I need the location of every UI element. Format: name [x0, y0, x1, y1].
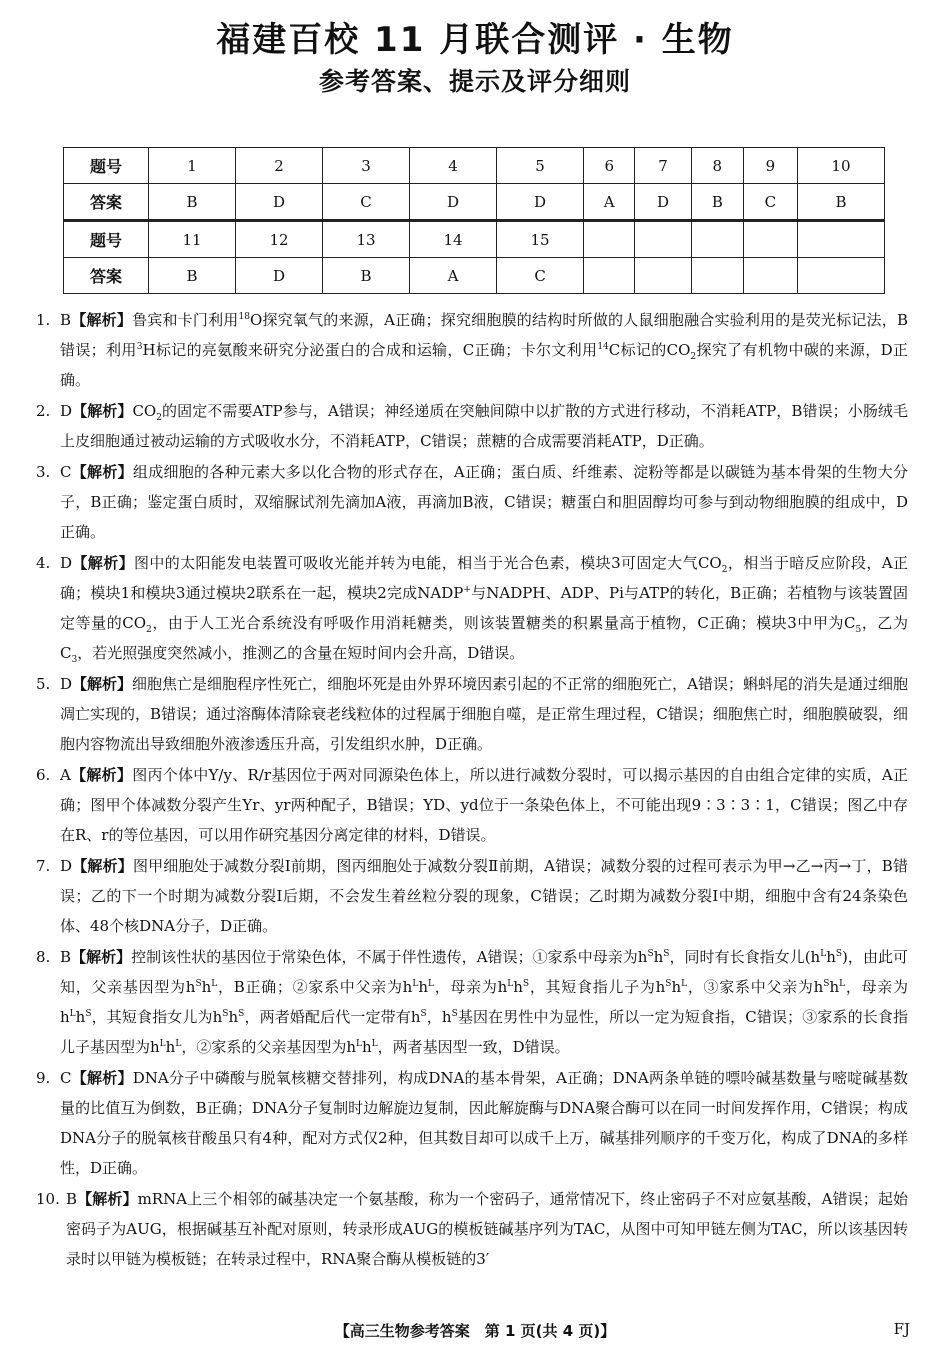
answer-letter: D [60, 402, 73, 420]
question-number-cell [635, 221, 691, 258]
answer-row [64, 258, 885, 294]
answer-letter: A [60, 766, 71, 784]
question-number-cell: 14 [410, 221, 497, 258]
explanation-text: mRNA上三个相邻的碱基决定一个氨基酸，称为一个密码子，通常情况下，终止密码子不对应氨基酸，A错误；起始密码子为AUG，根据碱基互补配对原则，转录形成AUG的模板链碱基序列为TAC，从图中可知甲链左侧为TAC，所以该基因转录时以甲链为模板链；在转录过程中，RNA聚合酶从模板链的3′ [66, 1190, 908, 1268]
question-number: 9. [36, 1069, 51, 1087]
question-number-cell: 4 [410, 148, 497, 184]
question-number-cell: 13 [323, 221, 410, 258]
question-number-cell: 12 [236, 221, 323, 258]
page-footer: 【高三生物参考答案 第 1 页(共 4 页)】 [334, 1322, 616, 1340]
region-code: FJ [893, 1320, 910, 1338]
question-number: 7. [36, 857, 51, 875]
answer-cell [797, 258, 884, 294]
question-number-cell [797, 221, 884, 258]
explanation-item [36, 1063, 908, 1183]
answer-cell: D [497, 184, 584, 221]
answer-cell: D [635, 184, 691, 221]
explanation-item [36, 396, 908, 456]
answer-header: 答案 [64, 258, 149, 294]
question-number-cell: 10 [797, 148, 884, 184]
answer-cell [691, 258, 743, 294]
answer-cell: D [236, 184, 323, 221]
answer-cell: B [691, 184, 743, 221]
question-number: 3. [36, 463, 51, 481]
answer-cell [743, 258, 797, 294]
explanation-text: 组成细胞的各种元素大多以化合物的形式存在，A正确；蛋白质、纤维素、淀粉等都是以碳链为基本骨架的生物大分子，B正确；鉴定蛋白质时，双缩脲试剂先滴加A液，再滴加B液，C错误；糖蛋白和胆固醇均可参与到动物细胞膜的组成中，D正确。 [60, 463, 908, 541]
answer-table [63, 147, 885, 294]
explanations [36, 305, 908, 1275]
question-number-row [64, 221, 885, 258]
answer-cell: B [323, 258, 410, 294]
question-number-cell: 6 [584, 148, 635, 184]
analysis-tag: 【解析】 [72, 402, 133, 420]
question-number: 2. [36, 402, 51, 420]
analysis-tag: 【解析】 [70, 766, 133, 784]
answer-cell: C [743, 184, 797, 221]
answer-cell: D [236, 258, 323, 294]
answer-cell: A [410, 258, 497, 294]
analysis-tag: 【解析】 [72, 675, 133, 693]
answer-letter: D [60, 857, 73, 875]
question-number: 10. [36, 1190, 60, 1208]
question-number-cell [584, 221, 635, 258]
explanation-text: 细胞焦亡是细胞程序性死亡，细胞坏死是由外界环境因素引起的不正常的细胞死亡，A错误；蝌蚪尾的消失是通过细胞凋亡实现的，B错误；通过溶酶体清除衰老线粒体的过程属于细胞自噬，是正常生理过程，C错误；细胞焦亡时，细胞膜破裂，细胞内容物流出导致细胞外液渗透压升高，引发组织水肿，D正确。 [60, 675, 908, 753]
question-number-cell [691, 221, 743, 258]
question-number-cell: 3 [323, 148, 410, 184]
explanation-item [36, 548, 908, 668]
analysis-tag: 【解析】 [71, 463, 133, 481]
question-number: 5. [36, 675, 51, 693]
explanation-item [36, 669, 908, 759]
answer-row [64, 184, 885, 221]
answer-letter: C [60, 1069, 72, 1087]
explanation-item [36, 760, 908, 850]
answer-cell: A [584, 184, 635, 221]
answer-letter: B [66, 1190, 78, 1208]
answer-cell: D [410, 184, 497, 221]
question-number: 6. [36, 766, 51, 784]
explanation-text: 图中的太阳能发电装置可吸收光能并转为电能，相当于光合色素，模块3可固定大气$CO_2$，相当于暗反应阶段，A正确；模块1和模块3通过模块2联系在一起，模块2完成NADP+与NADPH、ADP、Pi与ATP的转化，B正确；若植物与该装置固定等量的$CO_2$，由于人工光合系统没有呼吸作用消耗糖类，则该装置糖类的积累量高于植物，C正确；模块3中甲为$C_5$，乙为$C_3$，若光照强度突然减小，推测乙的含量在短时间内会升高，D错误。 [60, 554, 908, 665]
question-number-cell [743, 221, 797, 258]
question-number-cell: 2 [236, 148, 323, 184]
explanation-text: DNA分子中磷酸与脱氧核糖交替排列，构成DNA的基本骨架，A正确；DNA两条单链的嘌呤碱基数量与嘧啶碱基数量的比值互为倒数，B正确；DNA分子复制时边解旋边复制，因此解旋酶与DNA聚合酶可以在同一时间发挥作用，C错误；构成DNA分子的脱氧核苷酸虽只有4种，配对方式仅2种，但其数目却可以成千上万，碱基排列顺序的千变万化，构成了DNA的多样性，D正确。 [60, 1069, 908, 1177]
question-number-cell: 5 [497, 148, 584, 184]
answer-cell: B [797, 184, 884, 221]
answer-header: 答案 [64, 184, 149, 221]
question-number: 1. [36, 311, 51, 329]
answer-cell: C [497, 258, 584, 294]
explanation-text: $CO_2$的固定不需要ATP参与，A错误；神经递质在突触间隙中以扩散的方式进行移动，不消耗ATP，B错误；小肠绒毛上皮细胞通过被动运输的方式吸收水分，不消耗ATP，C错误；蔗糖的合成需要消耗ATP，D正确。 [60, 402, 908, 450]
answer-cell: B [149, 184, 236, 221]
question-number-header: 题号 [64, 148, 149, 184]
question-number-row [64, 148, 885, 184]
answer-cell: C [323, 184, 410, 221]
explanation-item [36, 942, 908, 1062]
question-number-cell: 1 [149, 148, 236, 184]
explanation-text: 图丙个体中Y/y、R/r基因位于两对同源染色体上，所以进行减数分裂时，可以揭示基因的自由组合定律的实质，A正确；图甲个体减数分裂产生Yr、yr两种配子，B错误；YD、yd位于一条染色体上，不可能出现9∶3∶3∶1，C错误；图乙中存在R、r的等位基因，可以用作研究基因分离定律的材料，D错误。 [60, 766, 908, 844]
answer-letter: D [60, 554, 73, 572]
page-title: 福建百校 11 月联合测评 · 生物 [216, 20, 734, 60]
question-number-cell: 11 [149, 221, 236, 258]
analysis-tag: 【解析】 [71, 1069, 133, 1087]
answer-letter: D [60, 675, 73, 693]
analysis-tag: 【解析】 [77, 1190, 138, 1208]
explanation-text: 鲁宾和卡门利用$^{18}$O探究氧气的来源，A正确；探究细胞膜的结构时所做的人鼠细胞融合实验利用的是荧光标记法，B错误；利用$^3$H标记的亮氨酸来研究分泌蛋白的合成和运输，C正确；卡尔文利用$^{14}$C标记的$CO_2$探究了有机物中碳的来源，D正确。 [60, 311, 908, 389]
question-number-cell: 7 [635, 148, 691, 184]
page-subtitle: 参考答案、提示及评分细则 [318, 67, 631, 96]
question-number-cell: 8 [691, 148, 743, 184]
explanation-item [36, 851, 908, 941]
explanation-text: 图甲细胞处于减数分裂Ⅰ前期，图丙细胞处于减数分裂Ⅱ前期，A错误；减数分裂的过程可表示为甲→乙→丙→丁，B错误；乙的下一个时期为减数分裂Ⅰ后期，不会发生着丝粒分裂的现象，C错误；乙时期为减数分裂Ⅰ中期，细胞中含有24条染色体、48个核DNA分子，D正确。 [60, 857, 908, 935]
analysis-tag: 【解析】 [71, 948, 132, 966]
question-number: 8. [36, 948, 51, 966]
explanation-item [36, 305, 908, 395]
question-number-cell: 9 [743, 148, 797, 184]
analysis-tag: 【解析】 [72, 554, 134, 572]
analysis-tag: 【解析】 [71, 311, 133, 329]
analysis-tag: 【解析】 [72, 857, 133, 875]
question-number: 4. [36, 554, 51, 572]
answer-letter: B [60, 948, 72, 966]
question-number-header: 题号 [64, 221, 149, 258]
answer-letter: B [60, 311, 72, 329]
explanation-item [36, 1184, 908, 1274]
answer-cell: B [149, 258, 236, 294]
explanation-item [36, 457, 908, 547]
answer-letter: C [60, 463, 72, 481]
question-number-cell: 15 [497, 221, 584, 258]
explanation-text: 控制该性状的基因位于常染色体，不属于伴性遗传，A错误；①家系中母亲为$h^Sh^S$，同时有长食指女儿$(h^Lh^S)$，由此可知，父亲基因型为$h^Sh^L$，B正确；②家系中父亲为$h^Lh^L$，母亲为$h^Lh^S$，其短食指儿子为$h^Sh^L$，③家系中父亲为$h^Sh^L$，母亲为$h^Lh^S$，其短食指女儿为$h^Sh^S$，两者婚配后代一定带有$h^S$，$h^S$基因在男性中为显性，所以一定为短食指，C错误；③家系的长食指儿子基因型为$h^Lh^L$，②家系的父亲基因型为$h^Lh^L$，两者基因型一致，D错误。 [60, 948, 908, 1056]
answer-cell [635, 258, 691, 294]
answer-cell [584, 258, 635, 294]
